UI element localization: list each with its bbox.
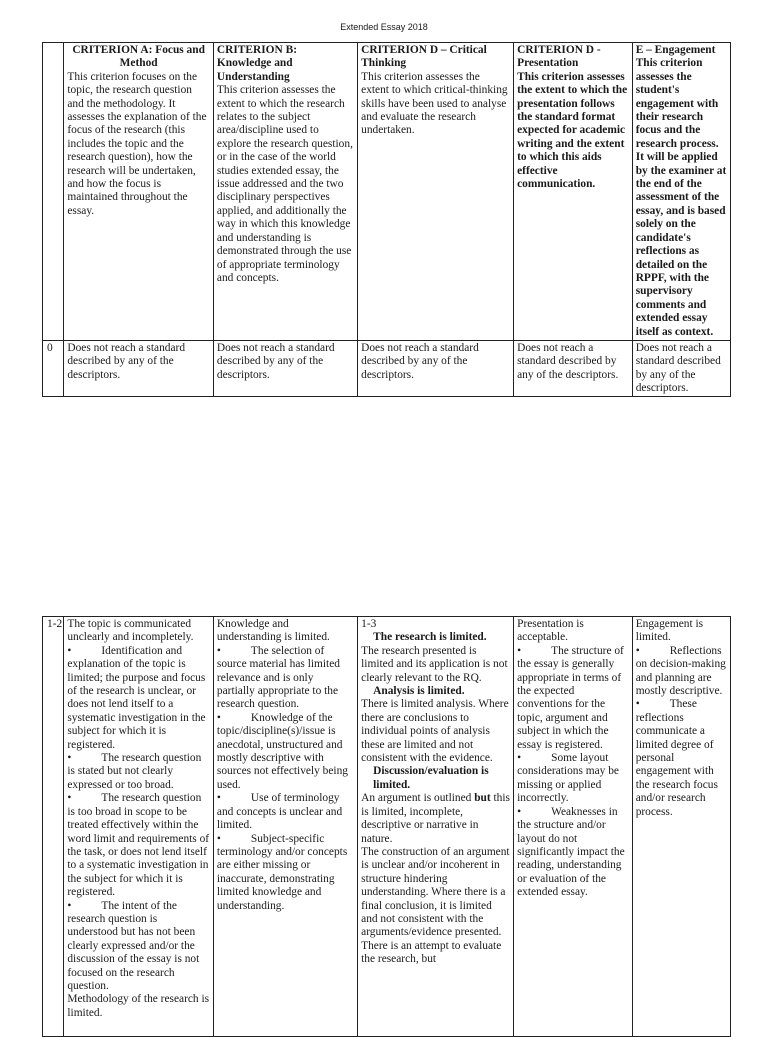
band-1-2-b-bullet: • Knowledge of the topic/discipline(s)/issue is anecdotal, unstructured and mostly descriptive with sources not effectively being used. [217,712,354,792]
band-0-criterion-b: Does not reach a standard described by any of the descriptors. [213,341,357,397]
criterion-a-description: This criterion focuses on the topic, the research question and the methodology. It assesses the explanation of the focus of the research (this includes the topic and the research question), how the research will be undertaken, and how the focus is maintained throughout the essay. [67,70,207,217]
band-1-3-range: 1-3 [361,618,377,630]
criterion-a-title: CRITERION A: Focus and Method [72,44,205,70]
band-1-2-d-bullet: • Some layout considerations may be missing or applied incorrectly. [517,752,629,806]
band-1-2-e-bullet: • These reflections communicate a limited degree of personal engagement with the research focus and/or research process. [636,698,727,819]
criterion-c-title: CRITERION D – Critical Thinking [361,44,487,70]
band-1-2-b-bullet: • Subject-specific terminology and/or concepts are either missing or inaccurate, demonstrating limited knowledge and understanding. [217,833,354,913]
band-0-label: 0 [43,341,64,397]
band-0-row [43,341,731,397]
band-1-2-b-bullet: • Use of terminology and concepts is unclear and limited. [217,792,354,832]
criterion-e-cell [632,43,730,341]
criterion-d-description: This criterion assesses the extent to which the presentation follows the standard format expected for academic writing and the extent to which this aids effective communication. [517,70,628,191]
rubric-table-bottom [42,616,731,1037]
discussion-subheading: Discussion/evaluation is limited. [373,765,489,791]
research-text: The research presented is limited and its application is not clearly relevant to the RQ. [361,644,508,684]
discussion-text-c: this is limited, incomplete, descriptive or narrative in nature. [361,792,510,845]
band-1-2-a-bullet: • The research question is too broad in scope to be treated effectively within the word limit and requirements of the task, or does not lend itself to a systematic investigation in the subject for which it is registered. [67,792,210,899]
criterion-a-cell [64,43,214,341]
band-1-2-a-bullet: • Identification and explanation of the topic is limited; the purpose and focus of the research is unclear, or does not lend itself to a systematic investigation in the subject for which it is registered. [67,645,210,752]
band-1-2-label: 1-2 [43,617,64,1037]
band-0-criterion-d: Does not reach a standard described by any of the descriptors. [514,341,633,397]
discussion-text-a: An argument is outlined [361,792,475,805]
criterion-c-description: This criterion assesses the extent to which critical-thinking skills have been used to analyse and evaluate the research undertaken. [361,70,508,137]
band-1-2-criterion-a [64,617,214,1037]
discussion-text [361,792,510,846]
discussion-text-emphasis: but [474,792,491,805]
band-1-2-d-bullet: • The structure of the essay is generally appropriate in terms of the expected conventions for the topic, argument and subject in which the essay is registered. [517,645,629,752]
band-1-2-d-intro: Presentation is acceptable. [517,618,584,644]
band-1-2-criterion-c [358,617,514,1037]
band-0-criterion-a: Does not reach a standard described by any of the descriptors. [64,341,214,397]
band-1-2-d-bullet: • Weaknesses in the structure and/or layout do not significantly impact the reading, understanding or evaluation of the extended essay. [517,806,629,900]
analysis-subheading: Analysis is limited. [373,685,465,698]
research-subheading: The research is limited. [373,631,487,644]
criterion-b-title: CRITERION B: Knowledge and Understanding [216,44,297,83]
criterion-d-cell [514,43,633,341]
evaluation-text: There is an attempt to evaluate the research, but [361,939,502,966]
band-1-2-criterion-d [514,617,633,1037]
band-1-2-e-intro: Engagement is limited. [635,618,704,644]
band-1-2-criterion-b [213,617,357,1037]
criterion-b-cell [213,43,357,341]
argument-text: The construction of an argument is unclear and/or incoherent in structure hindering understanding. Where there is a final conclusion, it is limited and not consistent with the arguments/evidence presented. [361,845,510,939]
criterion-e-description: This criterion assesses the student's engagement with their research focus and the research process. It will be applied by the examiner at the end of the assessment of the essay, and is based solely on the candidate's reflections as detailed on the RPPF, with the supervisory comments and extended essay itself as context. [635,57,727,338]
band-1-2-a-bullet: • The intent of the research question is understood but has not been clearly expressed and/or the discussion of the essay is not focused on the research question. [67,900,210,994]
criterion-e-title: E – Engagement [635,44,716,56]
band-label-cell [43,43,64,341]
band-1-2-criterion-e [632,617,730,1037]
band-1-2-b-bullet: • The selection of source material has limited relevance and is only partially appropriate to the research question. [217,645,354,712]
band-0-criterion-e: Does not reach a standard described by any of the descriptors. [632,341,730,397]
band-1-2-e-bullet: • Reflections on decision-making and planning are mostly descriptive. [636,645,727,699]
band-1-2-row [43,617,731,1037]
criterion-b-description: This criterion assesses the extent to which the research relates to the subject area/discipline used to explore the research question, or in the case of the world studies extended essay, the issue addressed and the two disciplinary perspectives applied, and additionally the way in which this knowledge and understanding is demonstrated through the use of appropriate terminology and concepts. [216,84,353,284]
band-1-2-a-tail: Methodology of the research is limited. [67,993,210,1019]
document-header: Extended Essay 2018 [340,22,428,32]
criterion-c-cell [358,43,514,341]
criterion-d-title: CRITERION D - Presentation [517,44,601,70]
criteria-header-row [43,43,731,341]
band-1-2-a-intro: The topic is communicated unclearly and incompletely. [67,618,194,644]
band-0-criterion-c: Does not reach a standard described by any of the descriptors. [358,341,514,397]
band-1-2-b-intro: Knowledge and understanding is limited. [216,618,330,644]
band-1-2-a-bullet: • The research question is stated but not clearly expressed or too broad. [67,752,210,792]
rubric-table-top [42,42,731,397]
analysis-text: There is limited analysis. Where there are conclusions to individual points of analysis these are limited and not consistent with the evidence. [361,698,509,765]
